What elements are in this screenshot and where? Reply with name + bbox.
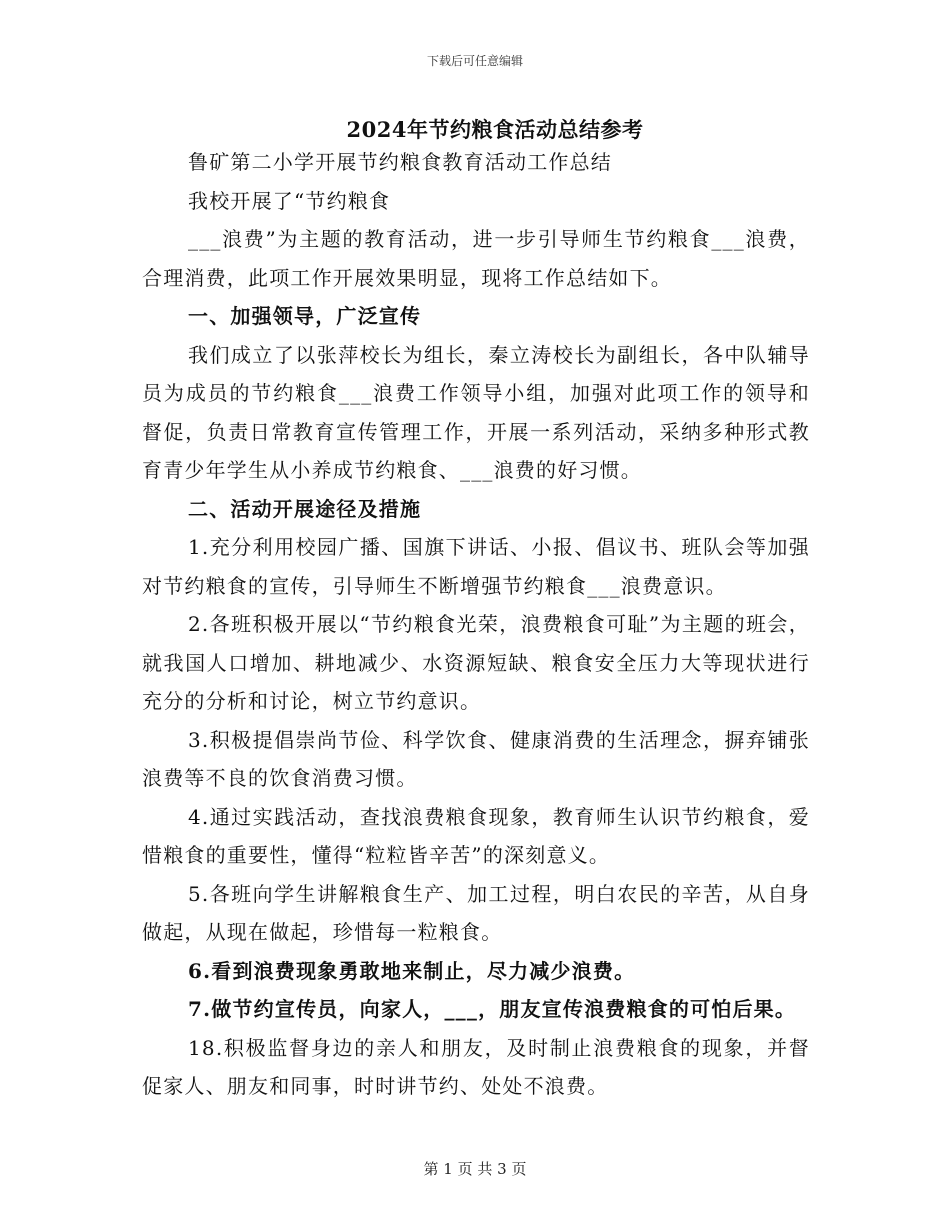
section-heading-2: 二、活动开展途径及措施 <box>188 496 422 521</box>
header-note: 下载后可任意编辑 <box>426 54 523 68</box>
measure-item-2: 2.各班积极开展以“节约粮食光荣，浪费粮食可耻”为主题的班会，就我国人口增加、耕地减少、水资源短缺、粮食安全压力大等现状进行充分的分析和讨论，树立节约意识。 <box>142 612 810 713</box>
measure-item-6: 6.看到浪费现象勇敢地来制止，尽力减少浪费。 <box>188 958 636 983</box>
measure-item-7: 7.做节约宣传员，向家人，___，朋友宣传浪费粮食的可怕后果。 <box>188 997 797 1021</box>
document-body <box>142 143 810 1106</box>
measure-item-5: 5.各班向学生讲解粮食生产、加工过程，明白农民的辛苦，从自身做起，从现在做起，珍惜每一粒粮食。 <box>142 881 810 944</box>
intro-paragraph-2: ___浪费”为主题的教育活动，进一步引导师生节约粮食___浪费，合理消费，此项工作开展效果明显，现将工作总结如下。 <box>142 227 810 290</box>
document-title: 2024年节约粮食活动总结参考 <box>346 117 644 142</box>
measure-item-4: 4.通过实践活动，查找浪费粮食现象，教育师生认识节约粮食，爱惜粮食的重要性，懂得“粒粒皆辛苦”的深刻意义。 <box>142 804 810 867</box>
measure-item-1: 1.充分利用校园广播、国旗下讲话、小报、倡议书、班队会等加强对节约粮食的宣传，引导师生不断增强节约粮食___浪费意识。 <box>142 535 810 598</box>
page-number-footer: 第 1 页 共 3 页 <box>423 1160 527 1178</box>
section-heading-1: 一、加强领导，广泛宣传 <box>188 304 422 328</box>
subtitle-paragraph: 鲁矿第二小学开展节约粮食教育活动工作总结 <box>188 150 612 174</box>
intro-paragraph-1: 我校开展了“节约粮食 <box>188 188 391 213</box>
section-1-paragraph: 我们成立了以张萍校长为组长，秦立涛校长为副组长，各中队辅导员为成员的节约粮食___浪费工作领导小组，加强对此项工作的领导和督促，负责日常教育宣传管理工作，开展一系列活动，采纳多种形式教育青少年学生从小养成节约粮食、___浪费的好习惯。 <box>142 342 810 482</box>
measure-item-3: 3.积极提倡崇尚节俭、科学饮食、健康消费的生活理念，摒弃铺张浪费等不良的饮食消费习惯。 <box>142 727 810 790</box>
measure-item-18: 18.积极监督身边的亲人和朋友，及时制止浪费粮食的现象，并督促家人、朋友和同事，时时讲节约、处处不浪费。 <box>142 1035 810 1098</box>
